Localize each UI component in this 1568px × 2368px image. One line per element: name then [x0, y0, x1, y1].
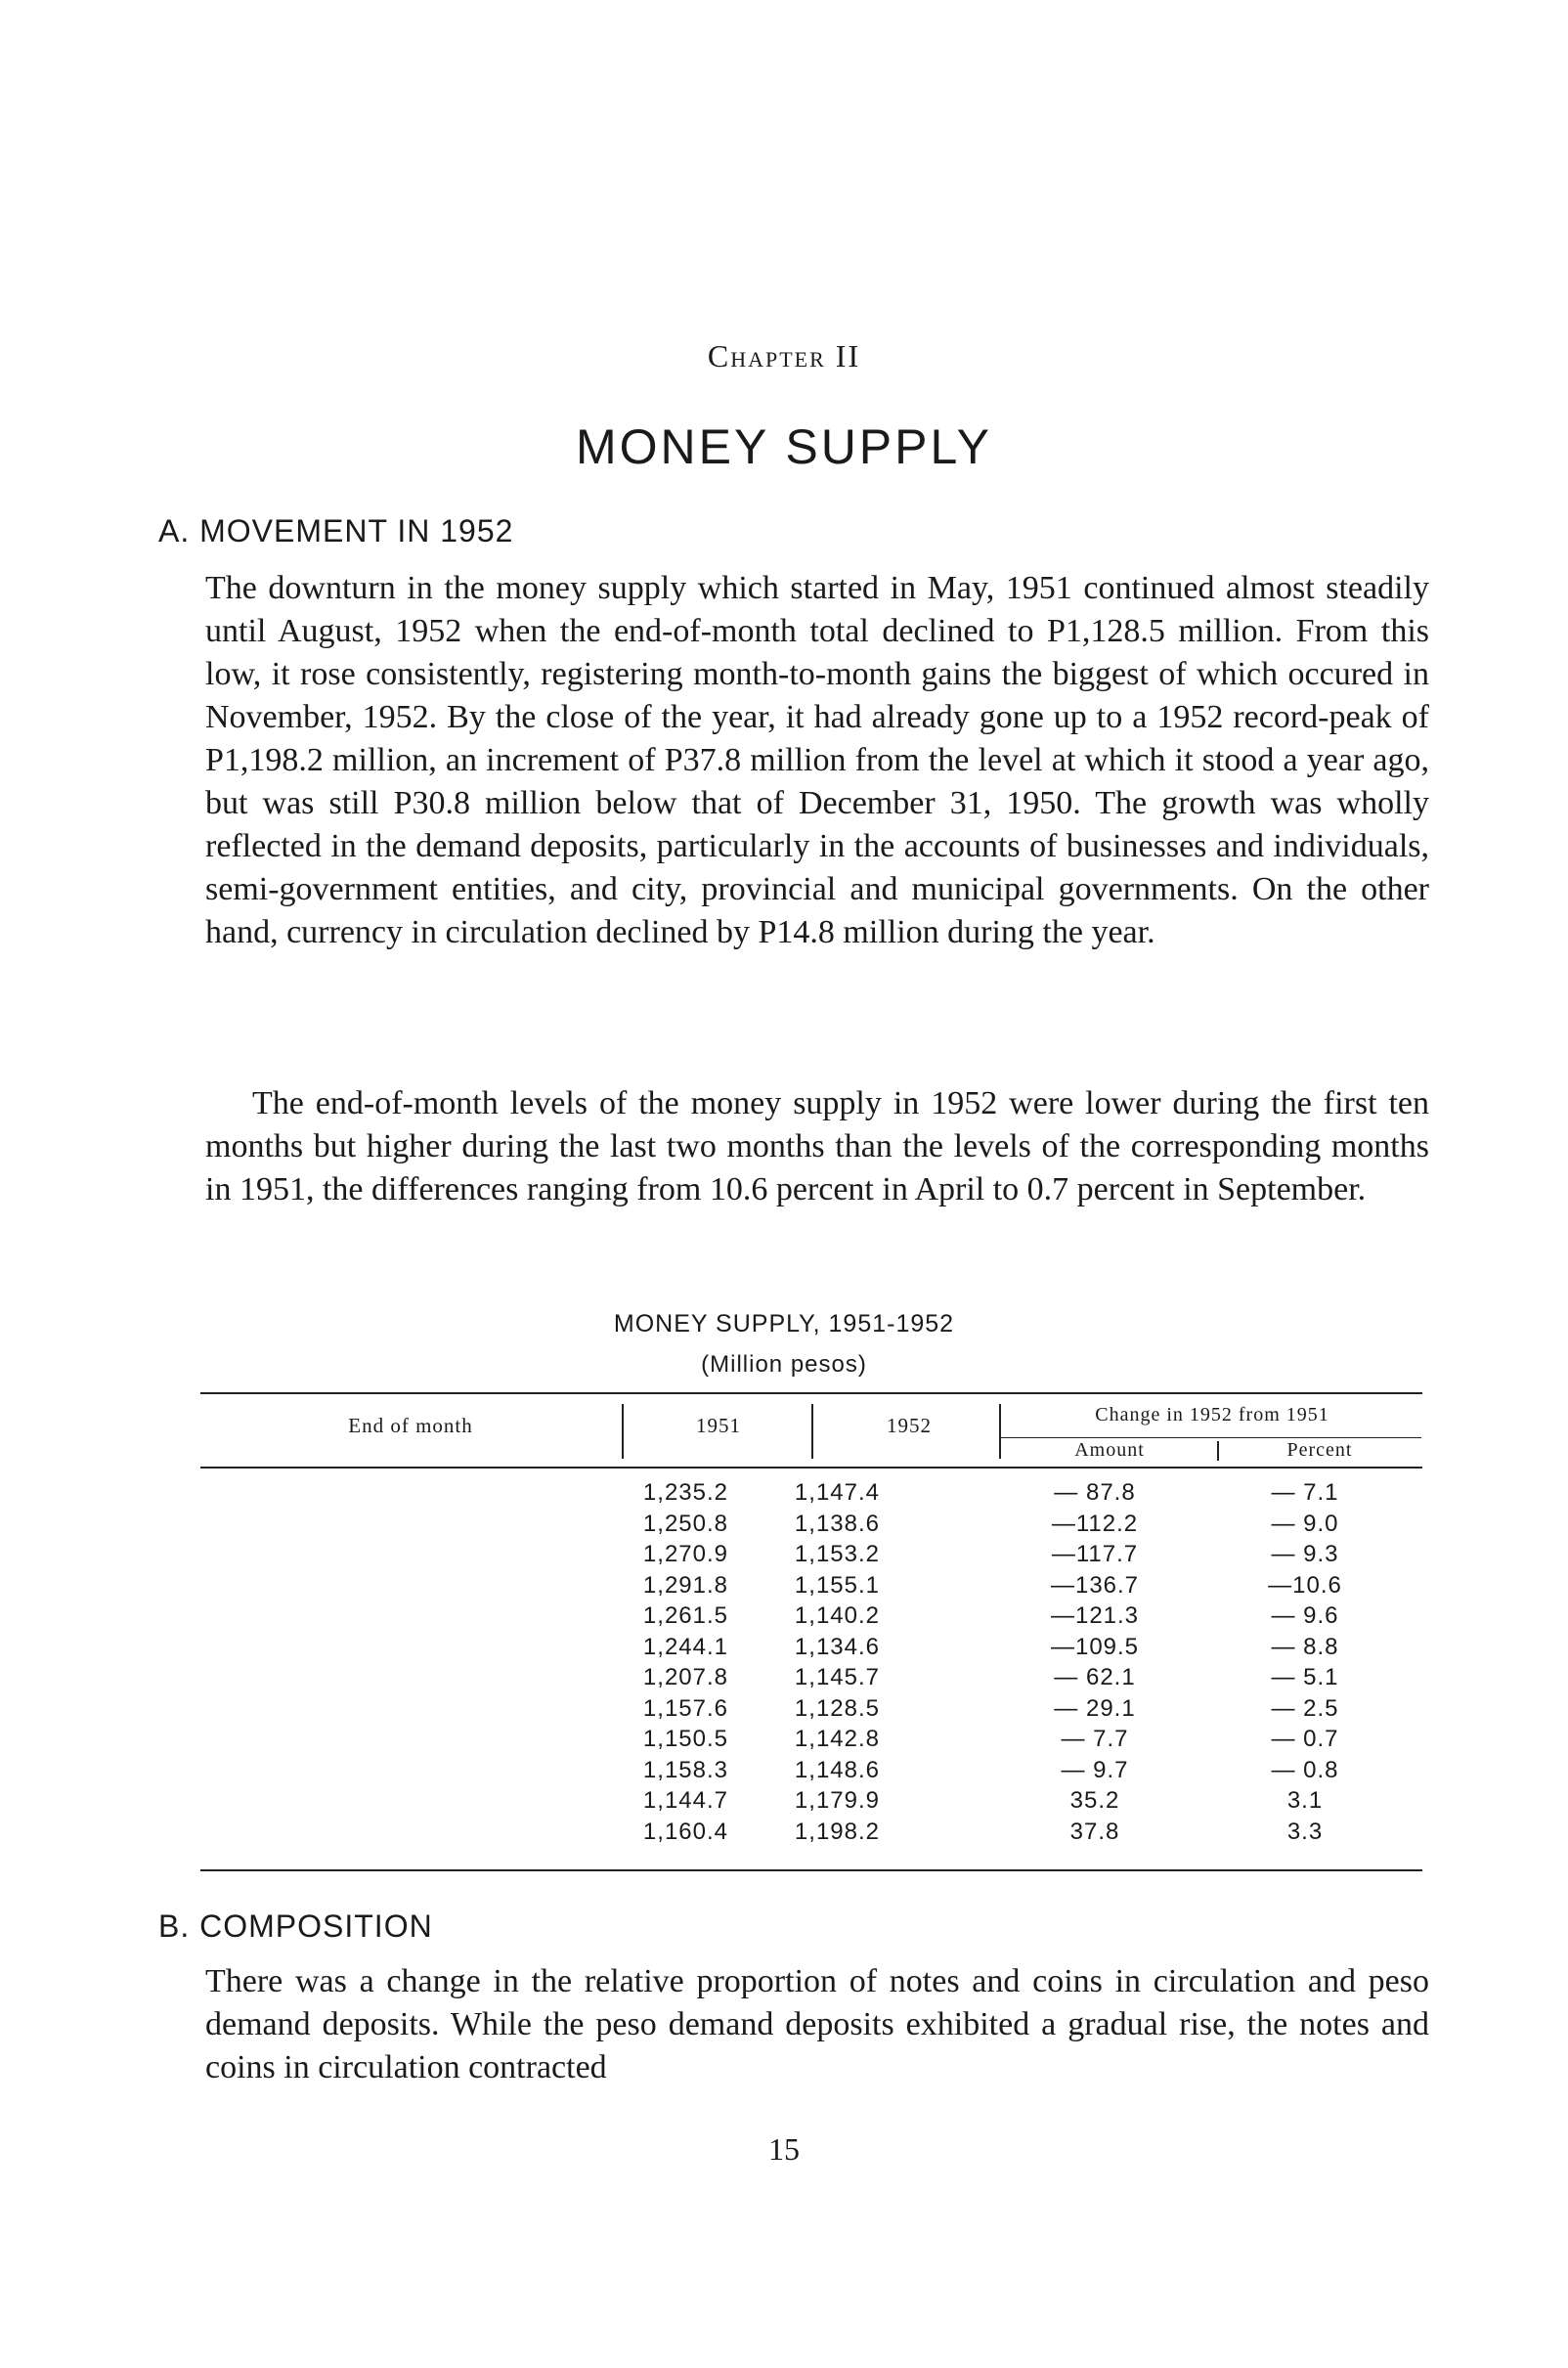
change-amount-cell: — 62.1 [1054, 1664, 1136, 1690]
table-row [205, 1479, 1417, 1511]
change-percent-cell: — 9.6 [1271, 1602, 1339, 1629]
change-header-rule [999, 1437, 1421, 1438]
header-1951: 1951 [696, 1414, 741, 1437]
table-title: MONEY SUPPLY, 1951-1952 [613, 1310, 955, 1337]
value-1952-cell: 1,138.6 [794, 1510, 880, 1537]
value-1952-cell: 1,147.4 [794, 1479, 880, 1506]
section-a-paragraph-2: The end-of-month levels of the money supply in 1952 were lower during the first ten months but higher during the last two months than the levels of the corresponding months in 1951, the differences ranging from 10.6 percent in April to 0.7 percent in September. [205, 1085, 1429, 1207]
page-title: MONEY SUPPLY [576, 419, 992, 474]
change-amount-cell: — 7.7 [1061, 1726, 1129, 1752]
section-a-paragraph-1: The downturn in the money supply which started in May, 1951 continued almost steadily until August, 1952 when the end-of-month total declined to P1,128.5 million. From this low, it rose consistently, registering month-to-month gains the biggest of which occured in November, 1952. By the close of the year, it had already gone up to a 1952 record-peak of P1,198.2 million, an increment of P37.8 million from the level at which it stood a year ago, but was still P30.8 million below that of December 31, 1950. The growth was wholly reflected in the demand deposits, particularly in the accounts of businesses and individuals, semi-government entities, and city, provincial and municipal governments. On the other hand, currency in circulation declined by P14.8 million during the year. [205, 570, 1429, 950]
value-1952-cell: 1,145.7 [794, 1664, 880, 1690]
table-subtitle: (Million pesos) [701, 1351, 867, 1378]
section-b-heading: B. COMPOSITION [158, 1908, 433, 1944]
chapter-label: Chapter II [707, 338, 861, 373]
value-1952-cell: 1,179.9 [794, 1787, 880, 1814]
change-percent-cell: — 0.8 [1271, 1756, 1339, 1783]
page-number: 15 [768, 2131, 800, 2167]
header-divider [622, 1404, 624, 1459]
value-1951-cell: 1,157.6 [642, 1694, 728, 1722]
header-percent: Percent [1286, 1439, 1353, 1461]
change-percent-cell: — 9.3 [1271, 1541, 1339, 1567]
table-row [205, 1634, 1417, 1665]
value-1951-cell: 1,207.8 [642, 1664, 728, 1690]
table-row [205, 1726, 1417, 1757]
value-1951-cell: 1,235.2 [642, 1479, 728, 1506]
header-change: Change in 1952 from 1951 [1095, 1404, 1329, 1425]
header-divider [999, 1404, 1001, 1459]
header-amount: Amount [1074, 1439, 1145, 1461]
table-row [205, 1572, 1417, 1603]
change-amount-cell: —121.3 [1050, 1602, 1140, 1629]
value-1951-cell: 1,244.1 [642, 1633, 728, 1660]
table-body [205, 1479, 1417, 1849]
change-percent-cell: — 7.1 [1271, 1479, 1339, 1506]
header-divider [811, 1404, 813, 1459]
change-amount-cell: —136.7 [1050, 1571, 1140, 1599]
change-amount-cell: — 9.7 [1061, 1756, 1129, 1783]
change-percent-cell: 3.3 [1286, 1818, 1324, 1845]
change-amount-cell: —112.2 [1051, 1510, 1139, 1537]
table-row [205, 1819, 1417, 1850]
header-bottom-rule [200, 1467, 1422, 1469]
table-row [205, 1602, 1417, 1634]
header-1952: 1952 [887, 1414, 932, 1437]
header-end-of-month: End of month [348, 1414, 473, 1437]
header-divider [1217, 1441, 1219, 1461]
change-amount-cell: —117.7 [1051, 1541, 1139, 1567]
change-percent-cell: — 2.5 [1271, 1694, 1339, 1722]
table-row [205, 1695, 1417, 1727]
change-amount-cell: —109.5 [1050, 1633, 1140, 1660]
change-percent-cell: — 8.8 [1271, 1633, 1339, 1660]
change-percent-cell: — 9.0 [1271, 1510, 1339, 1537]
section-b-paragraph: There was a change in the relative proportion of notes and coins in circulation and peso demand deposits. While the peso demand deposits exhibited a gradual rise, the notes and coins in circulation contracted [205, 1963, 1429, 2085]
value-1952-cell: 1,134.6 [794, 1633, 880, 1660]
value-1952-cell: 1,198.2 [794, 1818, 880, 1845]
change-amount-cell: 35.2 [1069, 1787, 1120, 1814]
table-row [205, 1664, 1417, 1695]
table-row [205, 1511, 1417, 1542]
change-percent-cell: — 5.1 [1271, 1664, 1339, 1690]
value-1951-cell: 1,160.4 [642, 1818, 728, 1845]
value-1951-cell: 1,291.8 [642, 1571, 728, 1599]
value-1952-cell: 1,148.6 [794, 1756, 880, 1783]
change-amount-cell: — 29.1 [1054, 1694, 1136, 1722]
table-row [205, 1757, 1417, 1788]
value-1952-cell: 1,140.2 [794, 1602, 880, 1629]
value-1952-cell: 1,155.1 [794, 1571, 880, 1599]
value-1951-cell: 1,270.9 [642, 1541, 728, 1567]
value-1952-cell: 1,128.5 [794, 1694, 880, 1722]
table-bottom-rule [200, 1869, 1422, 1871]
value-1951-cell: 1,250.8 [642, 1510, 728, 1537]
value-1951-cell: 1,158.3 [642, 1756, 728, 1783]
change-percent-cell: 3.1 [1286, 1787, 1324, 1814]
table-top-rule [200, 1392, 1422, 1394]
change-amount-cell: — 87.8 [1054, 1479, 1136, 1506]
value-1951-cell: 1,150.5 [642, 1726, 728, 1752]
change-percent-cell: —10.6 [1268, 1571, 1342, 1599]
change-percent-cell: — 0.7 [1271, 1726, 1339, 1752]
value-1951-cell: 1,261.5 [642, 1602, 728, 1629]
table-row [205, 1541, 1417, 1572]
table-row [205, 1787, 1417, 1819]
value-1952-cell: 1,153.2 [794, 1541, 880, 1567]
change-amount-cell: 37.8 [1069, 1818, 1120, 1845]
value-1952-cell: 1,142.8 [794, 1726, 880, 1752]
value-1951-cell: 1,144.7 [642, 1787, 728, 1814]
section-a-heading: A. MOVEMENT IN 1952 [158, 513, 514, 548]
